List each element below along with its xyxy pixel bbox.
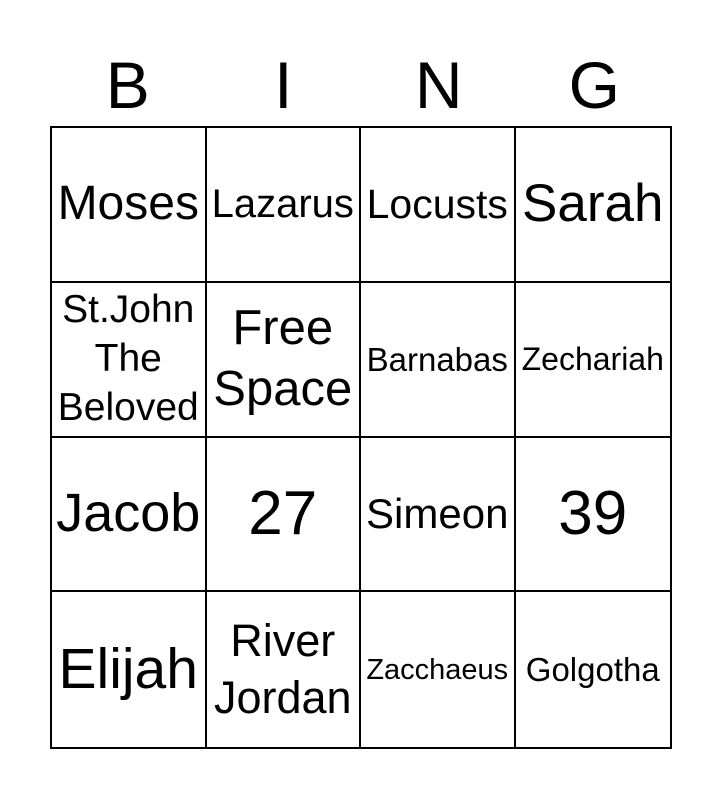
title-letter-g: G [568,48,620,122]
bingo-cell-river-jordan[interactable]: River Jordan [207,592,362,747]
bingo-cell-39[interactable]: 39 [516,438,671,593]
bingo-cell-lazarus[interactable]: Lazarus [207,128,362,283]
title-letter-n: N [414,48,463,122]
bingo-cell-sarah[interactable]: Sarah [516,128,671,283]
bingo-title [50,0,672,126]
bingo-cell-golgotha[interactable]: Golgotha [516,592,671,747]
title-letter-i: I [274,48,293,122]
bingo-cell-st-john-the-beloved[interactable]: St.John The Beloved [52,283,207,438]
bingo-cell-free-space[interactable]: Free Space [207,283,362,438]
bingo-cell-zechariah[interactable]: Zechariah [516,283,671,438]
bingo-cell-27[interactable]: 27 [207,438,362,593]
bingo-cell-zacchaeus[interactable]: Zacchaeus [361,592,516,747]
bingo-cell-simeon[interactable]: Simeon [361,438,516,593]
bingo-cell-moses[interactable]: Moses [52,128,207,283]
bingo-cell-barnabas[interactable]: Barnabas [361,283,516,438]
bingo-cell-locusts[interactable]: Locusts [361,128,516,283]
bingo-cell-elijah[interactable]: Elijah [52,592,207,747]
bingo-cell-jacob[interactable]: Jacob [52,438,207,593]
bingo-card [50,126,672,749]
title-letter-b: B [105,48,150,122]
